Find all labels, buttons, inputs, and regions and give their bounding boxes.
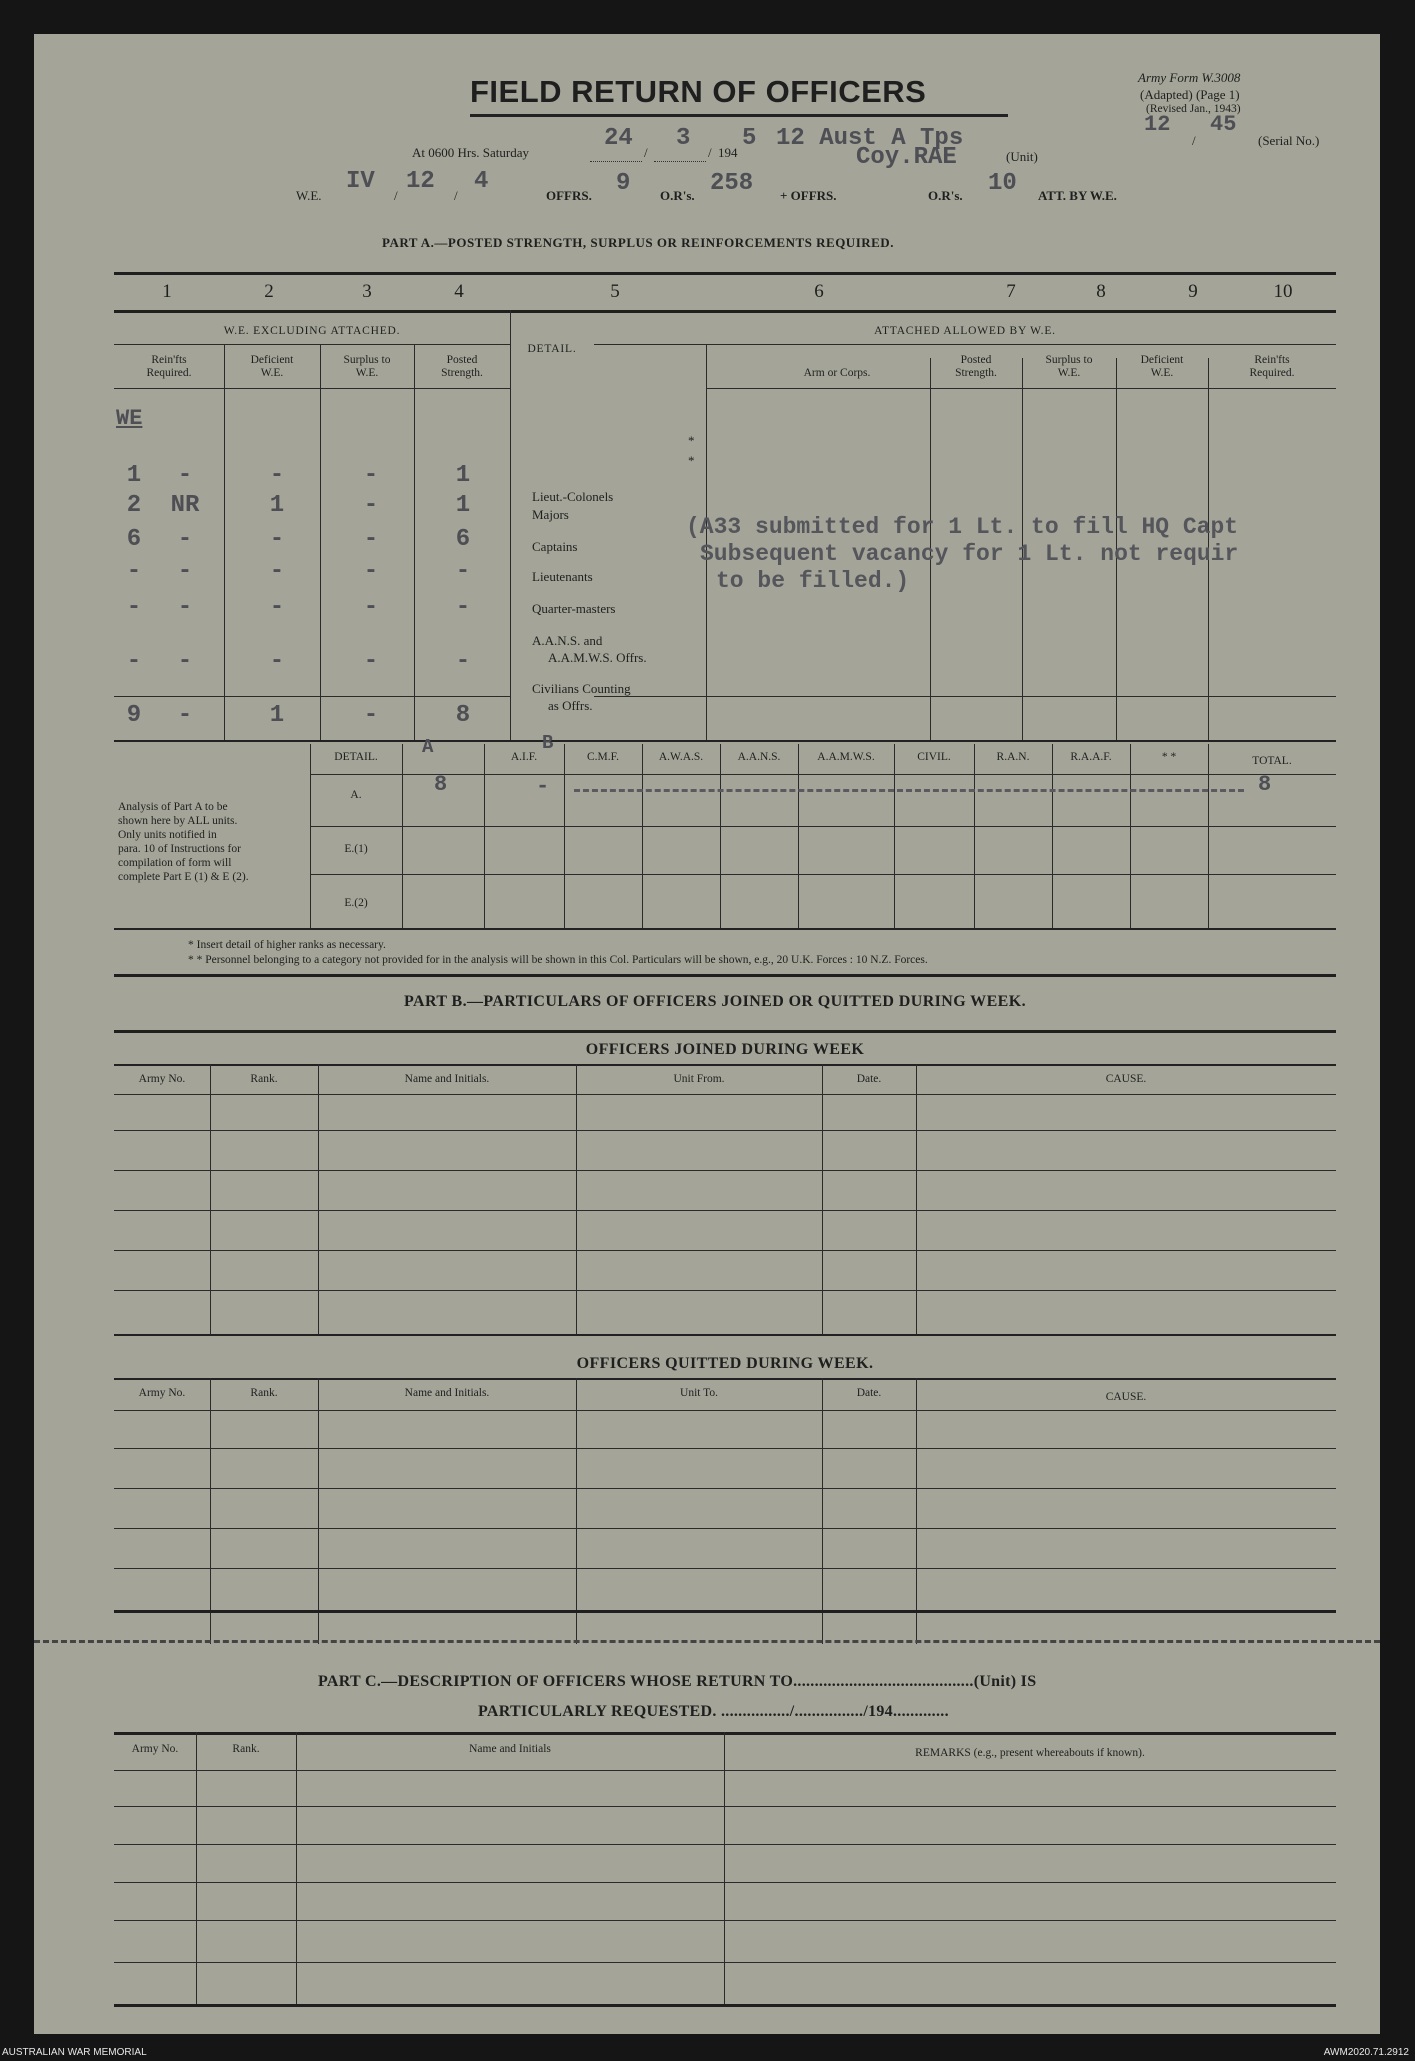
- c1-header-1: Rein'fts: [151, 354, 187, 366]
- col-number-9: 9: [1188, 281, 1198, 302]
- joined-heading: OFFICERS JOINED DURING WEEK: [585, 1041, 865, 1058]
- c4-header-2: Strength.: [441, 367, 483, 379]
- star-2: *: [688, 453, 695, 468]
- serial-label: (Serial No.): [1258, 133, 1320, 148]
- r1-c1: -: [177, 462, 193, 489]
- col-number-5: 5: [610, 281, 620, 302]
- quitted-col-name: Name and Initials.: [404, 1387, 490, 1399]
- we-label: W.E.: [296, 188, 322, 203]
- rank-captains: Captains: [532, 539, 578, 554]
- quitted-col-cause: CAUSE.: [1105, 1391, 1147, 1403]
- r1-we: 1: [126, 462, 142, 489]
- analysis-header-total: TOTAL.: [1252, 755, 1292, 767]
- part-c-col-rank: Rank.: [232, 1743, 260, 1755]
- r4-c2: -: [269, 558, 285, 585]
- total-c3: -: [363, 702, 379, 729]
- r3-c2: -: [269, 526, 285, 553]
- r5-c4: -: [455, 594, 471, 621]
- date-year: 5: [742, 125, 757, 152]
- r5-c3: -: [363, 594, 379, 621]
- analysis-header-raaf: R.A.A.F.: [1070, 751, 1112, 763]
- c2-header-2: W.E.: [260, 367, 284, 379]
- joined-col-date: Date.: [856, 1073, 882, 1085]
- remark-line-1: (A33 submitted for 1 Lt. to fill HQ Capt: [686, 514, 1239, 540]
- col-number-2: 2: [264, 281, 274, 302]
- analysis-header-detail: DETAIL.: [334, 751, 378, 763]
- attached-allowed-heading: ATTACHED ALLOWED BY W.E.: [874, 325, 1056, 337]
- quitted-col-date: Date.: [856, 1387, 882, 1399]
- army-form-number: Army Form W.3008: [1138, 70, 1241, 85]
- star-1: *: [688, 433, 695, 448]
- year-label: 194: [718, 145, 738, 160]
- we-value-2: 12: [406, 168, 435, 195]
- footnote-1: * Insert detail of higher ranks as necessary.: [188, 939, 386, 951]
- r3-c3: -: [363, 526, 379, 553]
- title-underline: [470, 114, 1008, 117]
- joined-col-unit-from: Unit From.: [673, 1073, 725, 1085]
- joined-col-rank: Rank.: [250, 1073, 278, 1085]
- total-c2: 1: [269, 702, 285, 729]
- joined-col-cause: CAUSE.: [1105, 1073, 1147, 1085]
- r5-we: -: [126, 594, 142, 621]
- quitted-col-army-no: Army No.: [138, 1387, 186, 1399]
- analysis-row-a-value: 8: [434, 772, 448, 797]
- detail-heading: DETAIL.: [527, 343, 577, 355]
- unit-value-1: 12 Aust A Tps: [776, 125, 964, 152]
- c2-header-1: Deficient: [250, 354, 294, 366]
- form-adapted: (Adapted) (Page 1): [1140, 87, 1240, 102]
- ors2-value: 10: [988, 170, 1017, 197]
- we-excluding-attached-heading: W.E. EXCLUDING ATTACHED.: [223, 325, 401, 337]
- r2-c1: NR: [170, 492, 200, 519]
- analysis-row-a-dash: [574, 789, 1244, 792]
- r3-c1: -: [177, 526, 193, 553]
- part-c-line-1: PART C.—DESCRIPTION OF OFFICERS WHOSE RETURN TO..........................................(Unit) IS: [318, 1673, 1037, 1690]
- date-day: 24: [604, 125, 633, 152]
- total-we: 9: [126, 702, 142, 729]
- unit-label: (Unit): [1006, 149, 1038, 164]
- r6-c2: -: [269, 648, 285, 675]
- analysis-col-b-mark: B: [542, 732, 554, 754]
- ors-value: 258: [710, 170, 754, 197]
- we-value-1: IV: [346, 168, 375, 195]
- part-c-col-name: Name and Initials: [469, 1743, 551, 1755]
- joined-col-name: Name and Initials.: [404, 1073, 490, 1085]
- c8-header-2: W.E.: [1057, 367, 1081, 379]
- rank-lieut-colonels: Lieut.-Colonels: [532, 489, 614, 504]
- analysis-header-aamws: A.A.M.W.S.: [817, 751, 875, 763]
- quitted-col-rank: Rank.: [250, 1387, 278, 1399]
- unit-value-2: Coy.RAE: [856, 144, 957, 171]
- c7-header-2: Strength.: [955, 367, 997, 379]
- part-a-heading: PART A.—POSTED STRENGTH, SURPLUS OR REINFORCEMENTS REQUIRED.: [382, 235, 894, 250]
- c10-header-1: Rein'fts: [1254, 354, 1290, 366]
- r6-c4: -: [455, 648, 471, 675]
- r4-c1: -: [177, 558, 193, 585]
- r2-we: 2: [126, 492, 142, 519]
- serial-value-2: 45: [1210, 112, 1237, 137]
- r6-we: -: [126, 648, 142, 675]
- we-value-3: 4: [474, 168, 489, 195]
- total-c1: -: [177, 702, 193, 729]
- c3-header-1: Surplus to: [343, 354, 391, 366]
- r3-we: 6: [126, 526, 142, 553]
- r5-c1: -: [177, 594, 193, 621]
- col-number-7: 7: [1006, 281, 1016, 302]
- serial-value-1: 12: [1144, 112, 1171, 137]
- footer-left: AUSTRALIAN WAR MEMORIAL: [2, 2047, 147, 2058]
- footnote-2: * * Personnel belonging to a category not provided for in the analysis will be shown in this Col. Particulars will be shown, e.g., 20 U.K. Forces : 10 N.Z. Forces.: [188, 954, 928, 966]
- analysis-header-aans: A.A.N.S.: [737, 751, 781, 763]
- r4-c4: -: [455, 558, 471, 585]
- col-number-6: 6: [814, 281, 824, 302]
- r1-c3: -: [363, 462, 379, 489]
- we-mark: WE: [116, 406, 143, 431]
- analysis-row-e2: E.(2): [344, 897, 368, 909]
- rank-aamws: A.A.M.W.S. Offrs.: [548, 650, 647, 665]
- offrs-label: OFFRS.: [546, 188, 592, 203]
- quitted-col-unit-to: Unit To.: [680, 1387, 718, 1399]
- c4-header-1: Posted: [446, 354, 478, 366]
- offrs-value: 9: [616, 170, 631, 197]
- rank-aans: A.A.N.S. and: [532, 633, 603, 648]
- form-revised: (Revised Jan., 1943): [1146, 103, 1241, 115]
- analysis-col-a-mark: A: [422, 736, 434, 758]
- c6-header: Arm or Corps.: [803, 367, 871, 379]
- r6-c3: -: [363, 648, 379, 675]
- col-number-1: 1: [162, 281, 172, 302]
- r1-c4: 1: [455, 462, 471, 489]
- rank-quarter-masters: Quarter-masters: [532, 601, 616, 616]
- col-number-3: 3: [362, 281, 372, 302]
- c9-header-2: W.E.: [1150, 367, 1174, 379]
- analysis-header-ran: R.A.N.: [996, 751, 1030, 763]
- analysis-header-cmf: C.M.F.: [587, 751, 619, 763]
- r2-c2: 1: [269, 492, 285, 519]
- footer-right: AWM2020.71.2912: [1323, 2047, 1409, 2058]
- r4-c3: -: [363, 558, 379, 585]
- plus-offrs-label: + OFFRS.: [780, 188, 837, 203]
- analysis-row-a-b-value: -: [536, 774, 550, 799]
- rank-lieutenants: Lieutenants: [532, 569, 593, 584]
- col-number-4: 4: [454, 281, 464, 302]
- r6-c1: -: [177, 648, 193, 675]
- r2-c3: -: [363, 492, 379, 519]
- date-month: 3: [676, 125, 691, 152]
- analysis-note: Analysis of Part A to be shown here by ALL units. Only units notified in para. 10 of Instructions for compilation of form will complete Part E (1) & E (2).: [118, 801, 249, 883]
- remark-line-2: Subsequent vacancy for 1 Lt. not requir: [700, 541, 1239, 567]
- analysis-row-a: A.: [350, 789, 362, 801]
- part-b-heading: PART B.—PARTICULARS OF OFFICERS JOINED OR QUITTED DURING WEEK.: [404, 993, 1026, 1010]
- ors2-label: O.R's.: [928, 188, 963, 203]
- r1-c2: -: [269, 462, 285, 489]
- analysis-header-awas: A.W.A.S.: [658, 751, 704, 763]
- part-c-line-2: PARTICULARLY REQUESTED. ................/................/194.............: [478, 1703, 949, 1720]
- c7-header-1: Posted: [960, 354, 992, 366]
- r5-c2: -: [269, 594, 285, 621]
- col-number-10: 10: [1273, 281, 1293, 302]
- c8-header-1: Surplus to: [1045, 354, 1093, 366]
- analysis-header-aif: A.I.F.: [510, 751, 538, 763]
- quitted-heading: OFFICERS QUITTED DURING WEEK.: [576, 1355, 874, 1372]
- analysis-header-civil: CIVIL.: [917, 751, 951, 763]
- rank-civilians: Civilians Counting: [532, 681, 631, 696]
- c9-header-1: Deficient: [1140, 354, 1184, 366]
- r4-we: -: [126, 558, 142, 585]
- form-paper: FIELD RETURN OF OFFICERS Army Form W.3008 (Adapted) (Page 1) (Revised Jan., 1943) 12 / 45 (Serial No.) At 0600 Hrs. Saturday / / 194 24 3 5 12 Aust A Tps (Unit) W.E. IV / 12 / 4 OFFRS. 9 O.R's. 258 + OFFRS. Coy.RAE O.R's. 10 ATT. BY W.E. PART A.—POSTED STRENGTH, SURPLUS OR REINFORCEMENTS REQUIRED. 1 2 3 4 5 6 7 8 9 10 W.E. EXCLUDING ATTACHED. ATTACHED ALLOWED BY W.E. DETAIL. Rein'fts Required. Deficient W.E. Surplus to W.E. Posted Strength. Arm or Corps. Posted Strength. Surplus to W.E. Deficient W.E. Rein'fts Required. WE 1 - - - 1 2 NR 1 - 1 6 - - - 6 - - - - - - - - - - - - - - - * * Lieut.-Colonels Majors Captains Lieutenants Quarter-masters A.A.N.S. and A.A.M.W.S. Offrs. Civilians Counting as Offrs. (A33 submitted for 1 Lt. to fill HQ Capt Subsequent vacancy for 1 Lt. not requir to be filled.) 9 - 1 - 8 Analysis of Part A to be shown here by ALL units. Only units notified in para. 10 of Instructions for compilation of form will complete Part E (1) & E (2). DETAIL. A B A.I.F. C.M.F. A.W.A.S. A.A.N.S. A.A.M.W.S. CIVIL. R.A.N. R.A.A.F. * * TOTAL. A. 8 - 8 E.(1) E.(2) * Insert detail of higher ranks as necessary. * * Personnel belonging to a category not provided for in the analysis will be shown in this Col. Particulars will be shown, e.g., 20 U.K. Forces : 10 N.Z. Forces. PART B.—PARTICULARS OF OFFICERS JOINED OR QUITTED DURING WEEK. OFFICERS JOINED DURING WEEK Army No. Rank. Name and Initials. Unit From. Date. CAUSE. OFFICERS QUITTED DURING WEEK. Army No. Rank. Name and Initials. Unit To. Date. CAUSE. PART C.—DESCRIPTION OF OFFICERS WHOSE RETURN TO..........................................(Unit) IS PARTICULARLY REQUESTED. ................/................/194............. Army No. Rank. Name and Initials REMARKS (e.g., present whereabouts if known).: [34, 34, 1380, 2034]
- analysis-row-e1: E.(1): [344, 843, 368, 855]
- remark-line-3: to be filled.): [716, 568, 910, 594]
- form-title: FIELD RETURN OF OFFICERS: [470, 74, 927, 109]
- analysis-row-a-total: 8: [1258, 772, 1272, 797]
- c1-header-2: Required.: [146, 367, 192, 379]
- part-c-col-remarks: REMARKS (e.g., present whereabouts if known).: [915, 1747, 1145, 1759]
- total-c4: 8: [455, 702, 471, 729]
- ors-label: O.R's.: [660, 188, 695, 203]
- at-hrs-label: At 0600 Hrs. Saturday: [412, 145, 529, 160]
- analysis-header-other: * *: [1161, 751, 1177, 763]
- r2-c4: 1: [455, 492, 471, 519]
- att-by-we-label: ATT. BY W.E.: [1038, 188, 1117, 203]
- joined-col-army-no: Army No.: [138, 1073, 186, 1085]
- col-number-8: 8: [1096, 281, 1106, 302]
- part-c-col-army-no: Army No.: [131, 1743, 179, 1755]
- c10-header-2: Required.: [1249, 367, 1295, 379]
- c3-header-2: W.E.: [355, 367, 379, 379]
- r3-c4: 6: [455, 526, 471, 553]
- rank-majors: Majors: [532, 507, 569, 522]
- rank-as-offrs: as Offrs.: [548, 698, 593, 713]
